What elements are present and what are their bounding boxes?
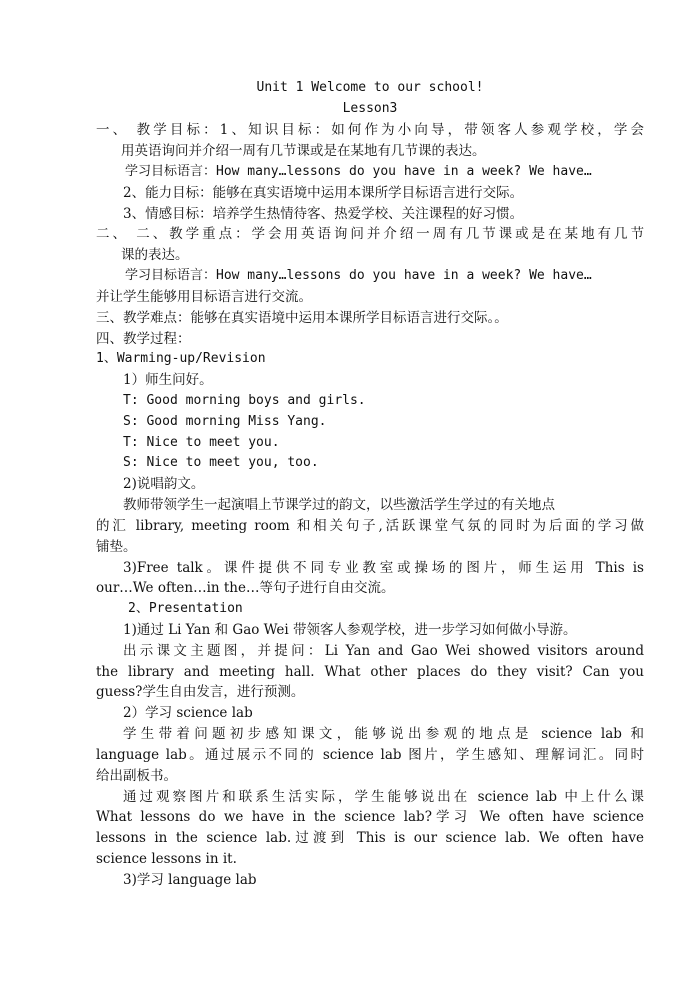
text-line: guess?学生自由发言，进行预测。 — [96, 684, 305, 700]
text-line: lessons in the science lab.过渡到 This is our science lab. We often have — [96, 830, 644, 846]
text-line: 教师带领学生一起演唱上节课学过的韵文，以些激活学生学过的有关地点 — [123, 497, 555, 513]
text-line: 二、 二、教学重点：学会用英语询问并介绍一周有几节课或是在某地有几节 — [96, 226, 644, 242]
text-line: 1、Warming-up/Revision — [96, 351, 266, 366]
text-line: 1)通过 Li Yan 和 Gao Wei 带领客人参观学校，进一步学习如何做小导游。 — [123, 622, 577, 638]
text-line: 1）师生问好。 — [123, 372, 213, 388]
text-line: our…We often…in the…等句子进行自由交流。 — [96, 580, 395, 596]
text-line: 3、情感目标：培养学生热情待客、热爱学校、关注课程的好习惯。 — [123, 206, 524, 222]
text-line: 3)学习 language lab — [123, 872, 257, 888]
text-line: T: Good morning boys and girls. — [123, 393, 366, 408]
text-line: 三、教学难点：能够在真实语境中运用本课所学目标语言进行交际。。 — [96, 310, 508, 326]
document-title: Unit 1 Welcome to our school! — [256, 80, 484, 95]
text-line: 铺垫。 — [96, 539, 137, 555]
text-line: science lessons in it. — [96, 851, 237, 867]
text-line: 学习目标语言：How many…lessons do you have in a week? We have… — [125, 164, 592, 179]
text-line: 课的表达。 — [121, 247, 189, 263]
text-line: 通过观察图片和联系生活实际，学生能够说出在 science lab 中上什么课 — [123, 789, 644, 805]
text-line: S: Good morning Miss Yang. — [123, 414, 327, 429]
text-line: 给出副板书。 — [96, 768, 177, 784]
text-line: 一、 教学目标：1、知识目标：如何作为小向导，带领客人参观学校，学会 — [96, 122, 644, 138]
text-line: 2、Presentation — [128, 601, 243, 616]
text-line: T: Nice to meet you. — [123, 435, 280, 450]
text-line: 2)说唱韵文。 — [123, 476, 205, 492]
text-line: 的汇 library, meeting room 和相关句子,活跃课堂气氛的同时为后面的学习做 — [96, 518, 644, 534]
text-line: 用英语询问并介绍一周有几节课或是在某地有几节课的表达。 — [121, 143, 486, 159]
text-line: 四、教学过程： — [96, 331, 191, 347]
text-line: 2）学习 science lab — [123, 705, 253, 721]
text-line: 学习目标语言：How many…lessons do you have in a week? We have… — [125, 268, 592, 283]
text-line: 2、能力目标：能够在真实语境中运用本课所学目标语言进行交际。 — [123, 185, 524, 201]
text-line: language lab。通过展示不同的 science lab 图片，学生感知、理解词汇。同时 — [96, 747, 644, 763]
text-line: 出示课文主题图，并提问：Li Yan and Gao Wei showed visitors around — [123, 643, 644, 659]
text-line: What lessons do we have in the science lab?学习 We often have science — [96, 809, 644, 825]
text-line: 学生带着问题初步感知课文，能够说出参观的地点是 science lab 和 — [123, 726, 644, 742]
text-line: S: Nice to meet you, too. — [123, 455, 319, 470]
text-line: 并让学生能够用目标语言进行交流。 — [96, 289, 312, 305]
text-line: the library and meeting hall. What other places do they visit? Can you — [96, 664, 644, 680]
text-line: 3)Free talk。课件提供不同专业教室或操场的图片，师生运用 This is — [123, 560, 644, 576]
document-subtitle: Lesson3 — [342, 101, 398, 116]
